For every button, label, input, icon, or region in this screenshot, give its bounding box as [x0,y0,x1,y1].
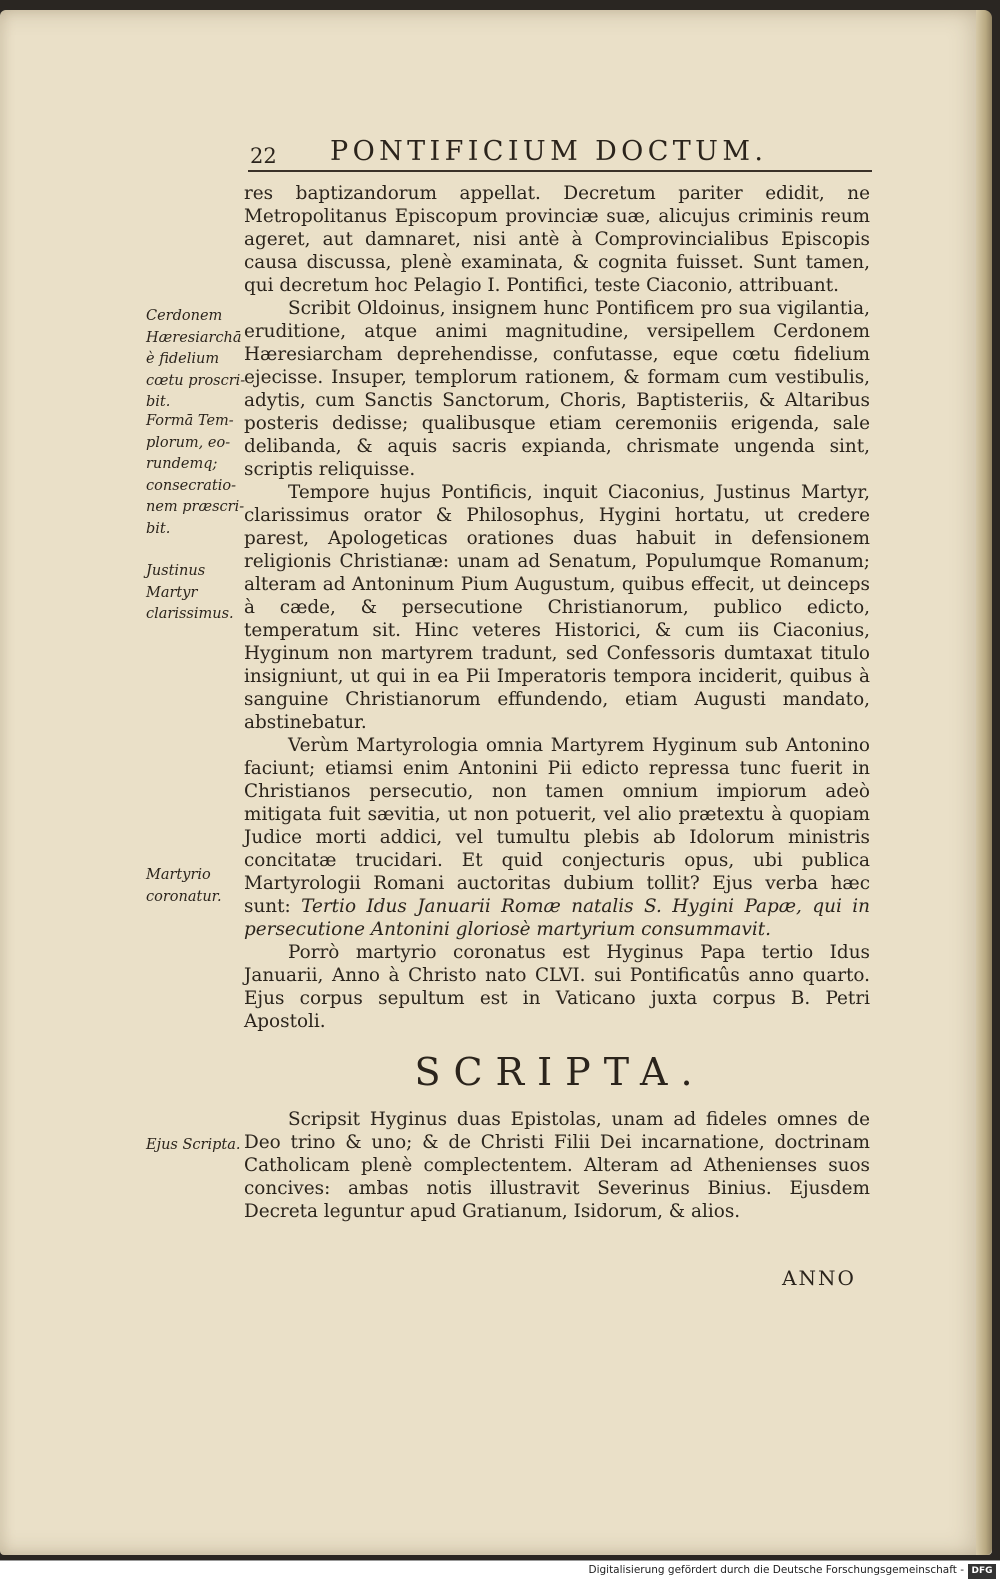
paragraph-scripta: Scripsit Hyginus duas Epistolas, unam ad fideles omnes de Deo trino & uno; & de Christi Filii Dei incarnatione, doctrinam Catholicam plenè complectentem. Alteram ad Athenienses suos concives: ambas notis illustravit Severinus Binius. Ejusdem Decreta leguntur apud Gratianum, Isidorum, & alios. [244,1109,870,1222]
header-rule [248,170,872,172]
catchword: ANNO [782,1266,856,1290]
paragraph-justinus: Tempore hujus Pontificis, inquit Ciaconius, Justinus Martyr, clarissimus orator & Philosophus, Hygini hortatu, ut credere parest, Apologeticas orationes duas habuit in defensionem religionis Christianæ: unam ad Senatum, Populumque Romanum; alteram ad Antoninum Pium Augustum, quibus effecit, ut deinceps à cæde, & persecutione Christianorum, publico edicto, temperatum sit. Hinc veteres Historici, & cum iis Ciaconius, Hyginum non martyrem tradunt, sed Confessoris dumtaxat titulo insigniunt, ut qui in ea Pii Imperatoris tempora inciderit, quibus à sanguine Christianorum effundendo, etiam Augusti mandato, abstinebatur. [244,482,870,733]
paragraph-coronatus: Porrò martyrio coronatus est Hyginus Papa tertio Idus Januarii, Anno à Christo nato CLVI. sui Pontificatûs anno quarto. Ejus corpus sepultum est in Vaticano juxta corpus B. Petri Apostoli. [244,942,870,1032]
scripta-text-block [244,1108,870,1223]
book-page [0,10,992,1555]
margin-note-templorum: Formā Tem- plorum, eo- rundemq; consecratio- nem præscri- bit. [146,413,245,537]
martyrologia-text: Verùm Martyrologia omnia Martyrem Hyginum sub Antonino faciunt; etiamsi enim Antonini Pii edicto repressa tunc fuerit in Christianos persecutio, non tamen omnium impiorum adeò mitigata fuit sævitia, ut non potuerit, vel alio prætextu à quopiam Judice morti addici, vel tumultu plebis ab Idolorum ministris concitatæ trucidari. Et quid conjecturis opus, ubi publica Martyrologii Romani auctoritas dubium tollit? Ejus verba hæc sunt: [244,735,870,917]
paragraph-oldoinus: Scribit Oldoinus, insignem hunc Pontificem pro sua vigilantia, eruditione, atque animi magnitudine, versipellem Cerdonem Hæresiarcham deprehendisse, confutasse, eque cœtu fidelium ejecisse. Insuper, templorum rationem, & formam cum vestibulis, adytis, cum Sanctis Sanctorum, Choris, Baptisteriis, & Altaribus posteris dedisse; qualibusque etiam ceremoniis erigenda, sale delibanda, & aquis sacris expianda, chrismate ungenda sint, scriptis reliquisse. [244,298,870,480]
funding-credit: Digitalisierung gefördert durch die Deutsche Forschungsgemeinschaft - [588,1564,964,1576]
page-header [0,10,992,168]
margin-note-justinus: Justinus Martyr clarissimus. [146,563,234,622]
main-text [244,182,870,1033]
margin-note-cerdon: Cerdonem Hæresiarchā è fidelium cœtu proscri- bit. [146,308,246,410]
running-title: PONTIFICIUM DOCTUM. [330,136,768,167]
margin-note-scripta: Ejus Scripta. [146,1137,241,1153]
page-edge [976,10,992,1555]
section-heading-scripta: SCRIPTA. [414,1050,706,1094]
margin-note-martyrio: Martyrio coronatur. [146,867,222,905]
martyrologium-quote: Tertio Idus Januarii Romæ natalis S. Hygini Papæ, qui in persecutione Antonini gloriosè martyrium consummavit. [244,896,870,940]
paragraph-martyrologia [244,734,870,941]
dfg-logo[interactable]: DFG [968,1564,996,1579]
page-number: 22 [250,144,277,168]
footer-bar [0,1560,1000,1583]
paragraph-decretum: res baptizandorum appellat. Decretum pariter edidit, ne Metropolitanus Episcopum provinciæ suæ, alicujus criminis reum ageret, aut damnaret, nisi antè à Comprovincialibus Episcopis causa discussa, plenè examinata, & cognita fuisset. Sunt tamen, qui decretum hoc Pelagio I. Pontifici, teste Ciaconio, attribuant. [244,183,870,296]
